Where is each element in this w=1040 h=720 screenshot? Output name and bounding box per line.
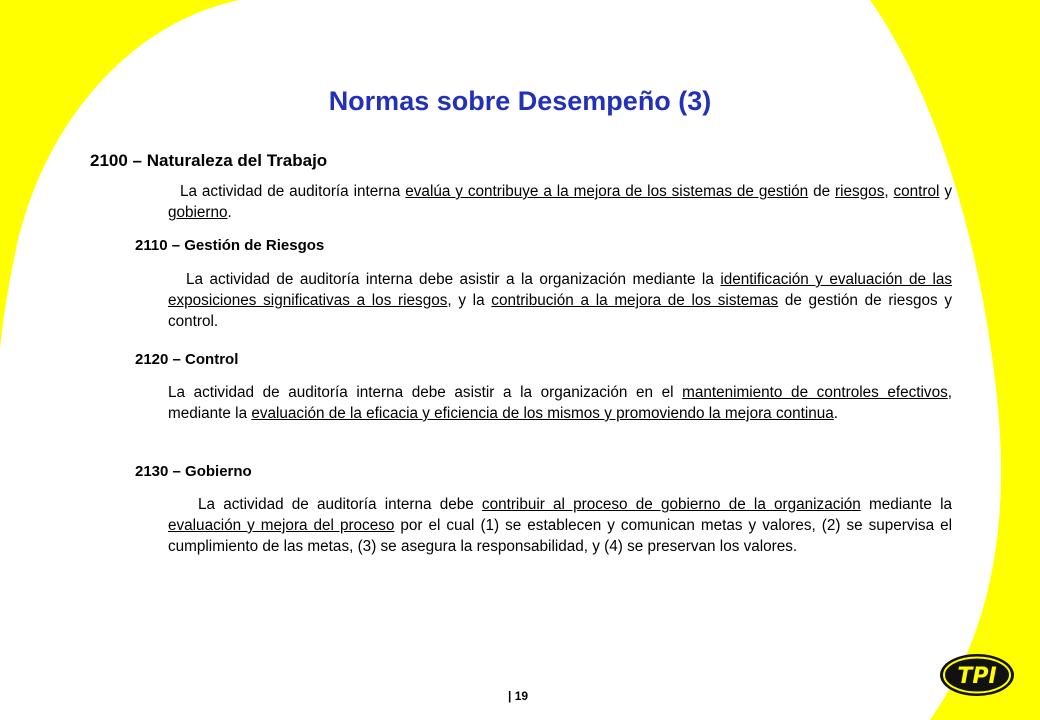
sub-heading-2120: 2120 – Control [135,351,239,368]
paragraph-2110: La actividad de auditoría interna debe asistir a la organización mediante la identificación y evaluación de las exposiciones significativas a los riesgos, y la contribución a la mejora de los sistemas de gestión de riesgos y control. [168,271,953,330]
logo-text: TPI [957,664,997,689]
intro-paragraph: La actividad de auditoría interna evalúa y contribuye a la mejora de los sistemas de gestión de riesgos, control y gobierno. [168,183,953,221]
paragraph-2120: La actividad de auditoría interna debe asistir a la organización en el mantenimiento de controles efectivos, mediante la evaluación de la eficacia y eficiencia de los mismos y promoviendo la mejora continua. [168,384,952,422]
tpi-logo [938,652,1016,698]
paragraph-2130: La actividad de auditoría interna debe contribuir al proceso de gobierno de la organización mediante la evaluación y mejora del proceso por el cual (1) se establecen y comunican metas y valores, (2) se supervisa el cumplimiento de las metas, (3) se asegura la responsabilidad, y (4) se preservan los valores. [168,496,952,555]
page-title: Normas sobre Desempeño (3) [328,86,712,116]
page-number: | 19 [508,689,529,703]
sub-heading-2130: 2130 – Gobierno [135,463,252,480]
sub-heading-2110: 2110 – Gestión de Riesgos [135,237,325,254]
section-heading-2100: 2100 – Naturaleza del Trabajo [90,151,328,170]
